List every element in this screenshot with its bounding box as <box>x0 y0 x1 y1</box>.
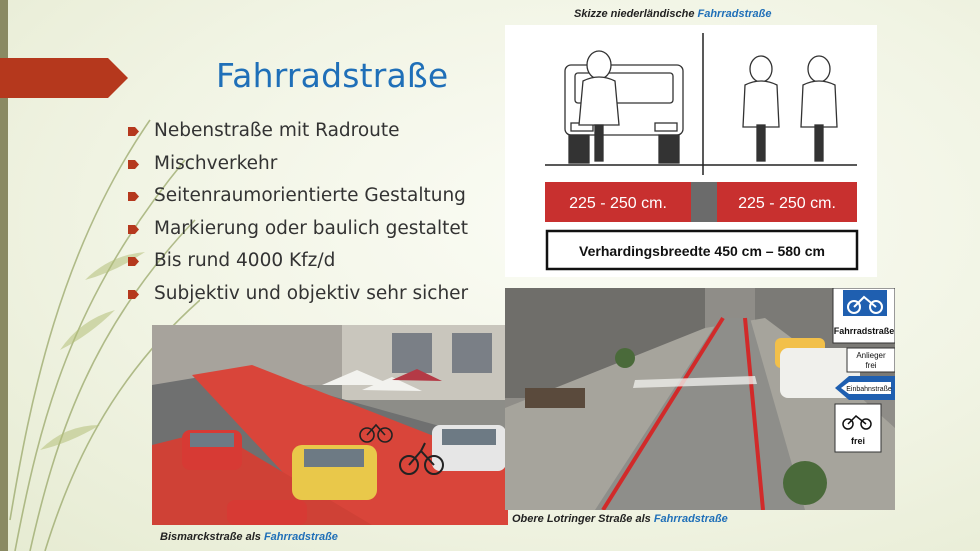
bullet-text: Mischverkehr <box>154 152 278 174</box>
lotringer-caption-highlight: Fahrradstraße <box>653 513 728 525</box>
sign-einbahn: Einbahnstraße <box>846 386 892 393</box>
bullet-text: Bis rund 4000 Kfz/d <box>154 250 336 271</box>
dutch-street-sketch <box>505 25 877 277</box>
arrow-bullet-icon <box>128 127 139 136</box>
lane-left-label: 225 - 250 cm. <box>569 195 667 212</box>
sign-frei: frei <box>850 436 866 446</box>
title-arrow-shape <box>0 58 128 98</box>
sketch-caption <box>574 8 771 20</box>
centre-strip <box>691 182 717 222</box>
bismarckstrasse-photo <box>152 325 508 525</box>
arrow-bullet-icon <box>128 192 139 201</box>
slide-title: Fahrradstraße <box>216 56 449 95</box>
arrow-bullet-icon <box>128 290 139 299</box>
bullet-item <box>128 118 468 151</box>
sketch-caption-highlight: Fahrradstraße <box>697 8 772 20</box>
car-icon <box>182 430 242 470</box>
sign-anlieger-line2: frei <box>865 361 877 370</box>
bullet-text: Subjektiv und objektiv sehr sicher <box>154 282 469 304</box>
sign-anlieger-line1: Anlieger <box>856 351 886 360</box>
bullet-item <box>128 216 468 249</box>
arrow-bullet-icon <box>128 225 139 234</box>
bismarck-caption <box>160 531 338 543</box>
bullet-item <box>128 183 468 216</box>
arrow-bullet-icon <box>128 160 139 169</box>
sketch-caption-text: Skizze niederländische <box>574 8 698 20</box>
bench <box>525 388 585 408</box>
sign-fahrradstrasse: Fahrradstraße <box>833 326 895 336</box>
bullet-item <box>128 248 468 281</box>
lotringer-caption <box>512 513 728 525</box>
car-icon <box>292 445 377 500</box>
lane-right-label: 225 - 250 cm. <box>738 195 836 212</box>
arrow-bullet-icon <box>128 257 139 266</box>
lotringer-strasse-photo <box>505 288 895 510</box>
car-icon <box>227 500 307 525</box>
bullet-text: Nebenstraße mit Radroute <box>154 120 400 141</box>
bullet-text: Markierung oder baulich gestaltet <box>154 217 468 239</box>
bullet-item <box>128 151 468 184</box>
lotringer-caption-text: Obere Lotringer Straße als <box>512 513 654 525</box>
bullet-list <box>128 118 468 313</box>
total-width-label: Verhardingsbreedte 450 cm – 580 cm <box>579 243 825 259</box>
bullet-text: Seitenraumorientierte Gestaltung <box>154 185 466 206</box>
bismarck-caption-highlight: Fahrradstraße <box>263 531 338 543</box>
bullet-item <box>128 281 468 314</box>
bismarck-caption-text: Bismarckstraße als <box>160 531 264 543</box>
